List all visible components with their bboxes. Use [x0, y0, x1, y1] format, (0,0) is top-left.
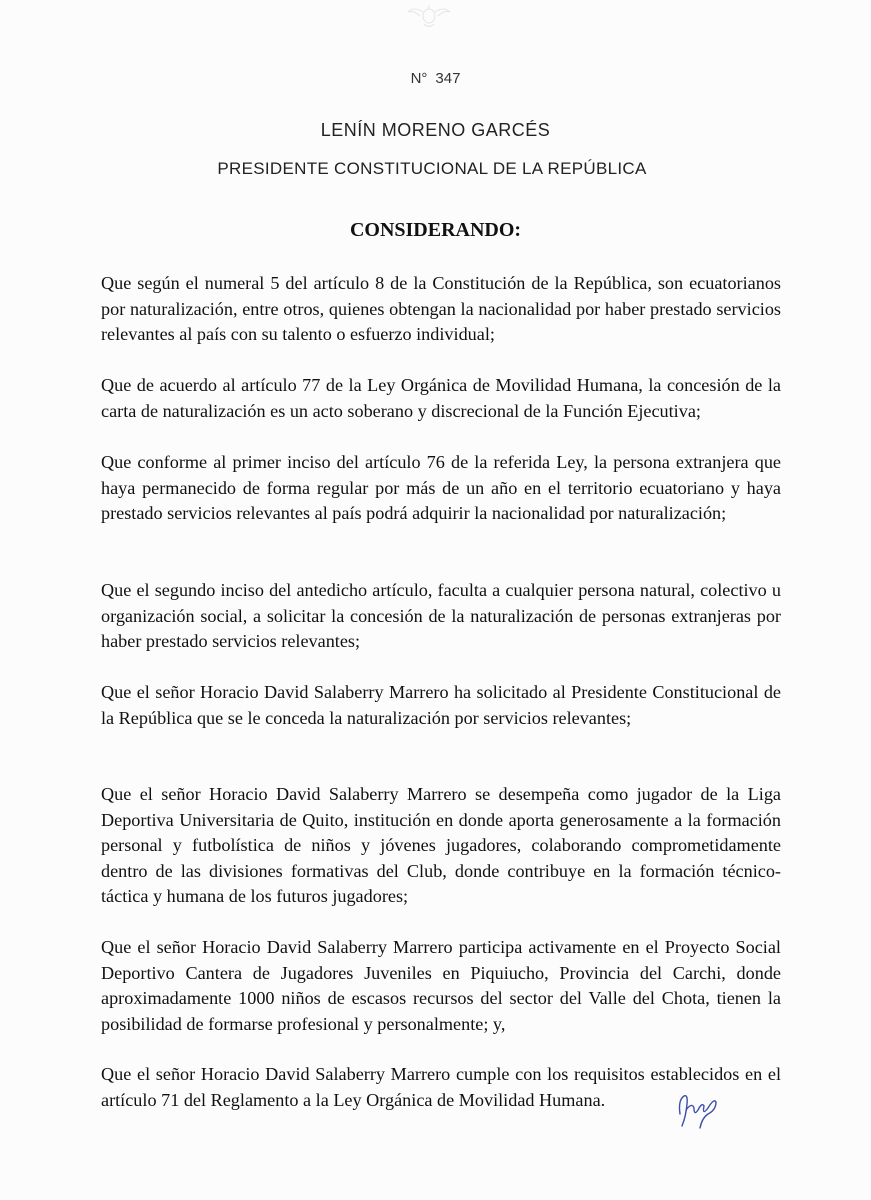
paragraph-4: Que el segundo inciso del antedicho artículo, faculta a cualquier persona natural, colectivo u organización social, a solicitar la concesión de la naturalización de personas extranjeras por haber prestado servicios relevantes;: [101, 580, 781, 652]
decree-number-value: 347: [435, 70, 461, 87]
president-title: PRESIDENTE CONSTITUCIONAL DE LA REPÚBLICA: [217, 159, 647, 178]
paragraph-2: Que de acuerdo al artículo 77 de la Ley Orgánica de Movilidad Humana, la concesión de la carta de naturalización es un acto soberano y discrecional de la Función Ejecutiva;: [101, 375, 781, 421]
paragraph-8: Que el señor Horacio David Salaberry Marrero cumple con los requisitos establecidos en el artículo 71 del Reglamento a la Ley Orgánica de Movilidad Humana.: [101, 1064, 781, 1110]
president-name: LENÍN MORENO GARCÉS: [320, 120, 551, 140]
paragraph-7: Que el señor Horacio David Salaberry Marrero participa activamente en el Proyecto Social Deportivo Cantera de Jugadores Juveniles en Piquiucho, Provincia del Carchi, donde aproximadamente 1000 niños de escasos recursos del sector del Valle del Chota, tienen la posibilidad de formarse profesional y personalmente; y,: [101, 937, 781, 1034]
decree-number-label: N°: [410, 70, 428, 87]
paragraph-3: Que conforme al primer inciso del artículo 76 de la referida Ley, la persona extranjera que haya permanecido de forma regular por más de un año en el territorio ecuatoriano y haya prestado servicios relevantes al país podrá adquirir la nacionalidad por naturalización;: [101, 452, 781, 524]
handwritten-initials-signature: [672, 1082, 724, 1134]
paragraph-6: Que el señor Horacio David Salaberry Marrero se desempeña como jugador de la Liga Deportiva Universitaria de Quito, institución en donde aporta generosamente a la formación personal y futbolística de niños y jóvenes jugadores, colaborando comprometidamente dentro de las divisiones formativas del Club, donde contribuye en la formación técnico-táctica y humana de los futuros jugadores;: [101, 784, 781, 907]
considerando-heading: CONSIDERANDO:: [349, 219, 522, 241]
paragraph-1: Que según el numeral 5 del artículo 8 de la Constitución de la República, son ecuatorianos por naturalización, entre otros, quienes obtengan la nacionalidad por haber prestado servicios relevantes al país con su talento o esfuerzo individual;: [101, 273, 781, 345]
coat-of-arms-seal: [404, 2, 454, 30]
paragraph-5: Que el señor Horacio David Salaberry Marrero ha solicitado al Presidente Constitucional de la República que se le conceda la naturalización por servicios relevantes;: [101, 682, 781, 728]
decree-number: [0, 70, 871, 87]
